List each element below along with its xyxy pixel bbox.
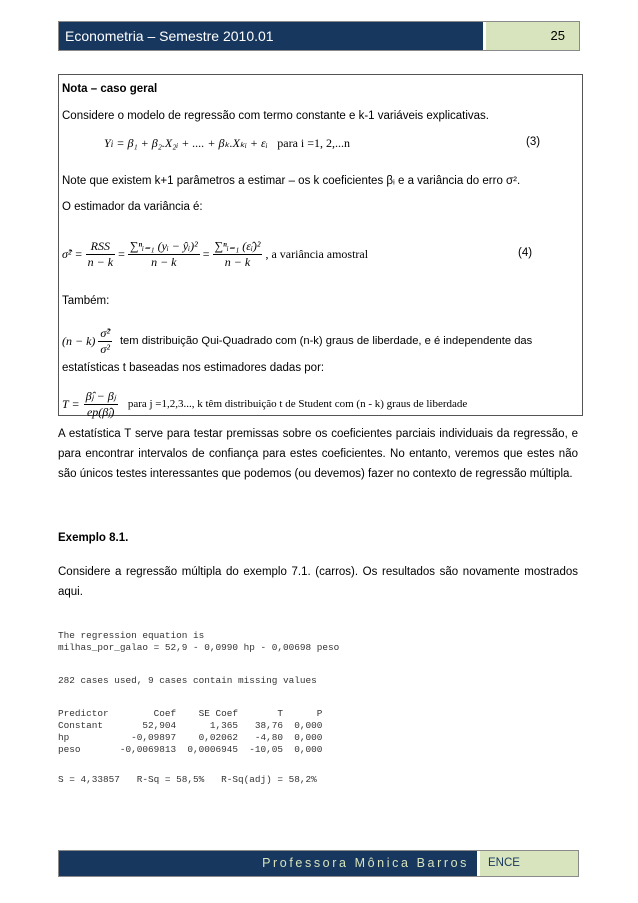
t-fraction: $\frac{\text{β̂ⱼ − βⱼ}}{\text{ep(β̂ⱼ)}}$ xyxy=(85,388,116,419)
chi-lhs: (n − k) xyxy=(62,333,96,348)
t-statistic-equation xyxy=(62,387,467,421)
example-title: Exemplo 8.1. xyxy=(58,532,129,544)
model-summary: S = 4,33857 R-Sq = 58,5% R-Sq(adj) = 58,2% xyxy=(58,774,317,785)
page-header xyxy=(58,21,580,51)
note-title: Nota – caso geral xyxy=(62,83,158,95)
paragraph-t-statistic: A estatística T serve para testar premissas sobre os coeficientes parciais individuais da regressão, e para encontrar intervalos de confiança para estes coeficientes. No entanto, veremos que estes não são únicos testes interessantes que podemos (ou devemos) fazer no contexto de regressão múltipla. xyxy=(58,428,578,480)
footer-institution: ENCE xyxy=(480,851,578,876)
footer-author: Professora Mônica Barros xyxy=(59,851,477,876)
eq4-tail: , a variância amostral xyxy=(265,246,369,261)
coef-table-header: Predictor Coef SE Coef T P xyxy=(58,708,323,719)
chi-text-line1: tem distribuição Qui-Quadrado com (n-k) graus de liberdade, e é independente das xyxy=(119,334,533,347)
params-text: Note que existem k+1 parâmetros a estimar – os k coeficientes βᵢ e a variância do erro σ². xyxy=(62,175,521,187)
eq3-condition: para i =1, 2,...n xyxy=(277,136,350,150)
coef-row-constant: Constant 52,904 1,365 38,76 0,000 xyxy=(58,720,323,731)
page-number: 25 xyxy=(486,22,579,50)
eq3-number: (3) xyxy=(526,136,541,148)
regression-eq-line2: milhas_por_galao = 52,9 - 0,0990 hp - 0,00698 peso xyxy=(58,642,340,653)
equation-4: σ̂² = $\frac{\text{RSS}}{n - k}$ = $\frac{\text{∑ⁿᵢ₌₁ (yᵢ − ŷᵢ)²}}{n - k}$ = $\frac{\text{∑ⁿᵢ₌₁ (ε̂ᵢ)²}}{n - k}$ , a variância amostral xyxy=(62,238,369,269)
equation-3: Yi = β₁ + β₂.X₂ᵢ + .... + βₖ.Xₖᵢ + εᵢ para i =1, 2,...n xyxy=(104,136,350,150)
estimator-label: O estimador da variância é: xyxy=(62,201,203,213)
chi-square-equation xyxy=(62,324,532,358)
regression-eq-line1: The regression equation is xyxy=(58,630,205,641)
example-text: Considere a regressão múltipla do exemplo 7.1. (carros). Os resultados são novamente mostrados aqui. xyxy=(58,566,578,598)
eq4-fraction-rss: $\frac{\text{RSS}}{n - k}$ xyxy=(87,238,114,269)
page-footer xyxy=(58,850,579,877)
eq4-fraction-errors: $\frac{\text{∑ⁿᵢ₌₁ (ε̂ᵢ)²}}{n - k}$ xyxy=(214,238,261,269)
cases-line: 282 cases used, 9 cases contain missing values xyxy=(58,675,317,686)
chi-text-line2: estatísticas t baseadas nos estimadores dadas por: xyxy=(62,362,325,374)
t-description: para j =1,2,3..., k têm distribuição t de Student com (n - k) graus de liberdade xyxy=(127,397,468,410)
eq4-number: (4) xyxy=(518,247,533,259)
eq3-rhs: = β₁ + β₂.X₂ᵢ + .... + βₖ.Xₖᵢ + εᵢ xyxy=(116,136,268,150)
tambem-label: Também: xyxy=(62,295,110,307)
note-intro: Considere o modelo de regressão com termo constante e k-1 variáveis explicativas. xyxy=(62,110,489,122)
coef-row-hp: hp -0,09897 0,02062 -4,80 0,000 xyxy=(58,732,323,743)
eq4-lhs: σ̂² = xyxy=(62,246,83,261)
coef-row-peso: peso -0,0069813 0,0006945 -10,05 0,000 xyxy=(58,744,323,755)
eq3-lhs: Y xyxy=(104,136,111,150)
t-lhs: T = xyxy=(62,396,80,411)
eq4-fraction-residuals: $\frac{\text{∑ⁿᵢ₌₁ (yᵢ − ŷᵢ)²}}{n - k}$ xyxy=(129,238,198,269)
note-box xyxy=(58,74,583,419)
header-title: Econometria – Semestre 2010.01 xyxy=(59,22,483,50)
chi-fraction: $\frac{\text{σ̂²}}{\text{σ²}}$ xyxy=(100,325,110,356)
